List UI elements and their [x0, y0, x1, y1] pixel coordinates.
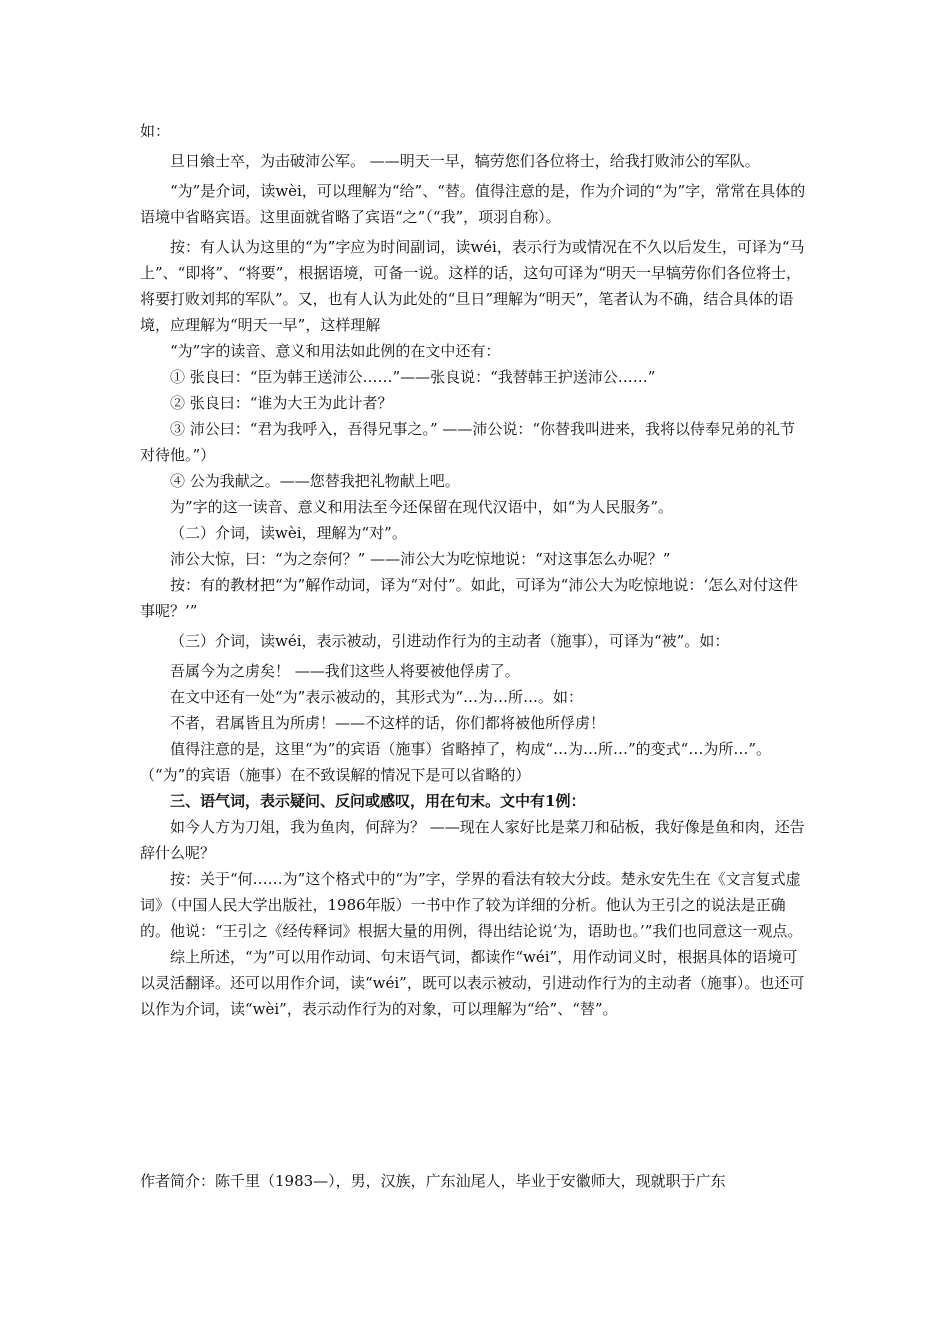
paragraph: “为”是介词，读wèi，可以理解为“给”、“替。值得注意的是，作为介词的“为”字，常常在具体的语境中省略宾语。这里面就省略了宾语“之”（“我”，项羽自称）。: [140, 182, 806, 226]
paragraph: 为”字的这一读音、意义和用法至今还保留在现代汉语中，如“为人民服务”。: [170, 498, 674, 516]
example-item: ② 张良曰：“谁为大王为此计者？: [170, 394, 393, 412]
paragraph: 如今人方为刀俎，我为鱼肉，何辞为？ ——现在人家好比是菜刀和砧板，我好像是鱼和肉，还告辞什么呢？: [140, 818, 805, 862]
paragraph: 在文中还有一处“为”表示被动的，其形式为“…为…所…。如：: [170, 688, 584, 706]
paragraph: 按：关于“何……为”这个格式中的“为”字，学界的看法有较大分歧。楚永安先生在《文言复式虚词》（中国人民大学出版社，1986年版）一书中作了较为详细的分析。他认为王引之的说法是正确的。他说：“王引之《经传释词》根据大量的用例，得出结论说‘为，语助也。’”我们也同意这一观点。: [140, 870, 803, 940]
paragraph: 按：有的教材把“为”解作动词，译为“对付”。如此，可译为“沛公大为吃惊地说：‘怎么对付这件事呢？’”: [140, 576, 799, 620]
paragraph: 按：有人认为这里的“为”字应为时间副词，读wéi，表示行为或情况在不久以后发生，可译为“马上”、“即将”、“将要”，根据语境，可备一说。这样的话，这句可译为“明天一早犒劳你们各位将士，将要打败刘邦的军队”。又，也有人认为此处的“旦日”理解为“明天”，笔者认为不确，结合具体的语境，应理解为“明天一早”，这样理解: [140, 238, 805, 334]
paragraph: 不者，君属皆且为所虏！——不这样的话，你们都将被他所俘虏！: [170, 714, 606, 732]
paragraph: 值得注意的是，这里“为”的宾语（施事）省略掉了，构成“…为…所…”的变式“…为所…”。（“为”的宾语（施事）在不致误解的情况下是可以省略的）: [140, 740, 772, 784]
section-heading: 三、语气词，表示疑问、反问或感叹，用在句末。文中有1例：: [170, 792, 586, 810]
paragraph: 旦日飨士卒，为击破沛公军。 ——明天一早，犒劳您们各位将士，给我打败沛公的军队。: [170, 152, 760, 170]
document-body: [140, 118, 808, 1022]
paragraph: 吾属今为之虏矣！ ——我们这些人将要被他俘虏了。: [170, 662, 520, 680]
example-item: ④ 公为我献之。——您替我把礼物献上吧。: [170, 472, 460, 490]
author-note: 作者简介：陈千里（1983—），男，汉族，广东汕尾人，毕业于安徽师大，现就职于广东: [140, 1172, 726, 1190]
paragraph: “为”字的读音、意义和用法如此例的在文中还有：: [170, 342, 501, 360]
section-heading: （三）介词，读wéi，表示被动，引进动作行为的主动者（施事），可译为“被”。如：: [170, 632, 730, 650]
paragraph: 综上所述，“为”可以用作动词、句末语气词，都读作“wéi”，用作动词义时，根据具体的语境可以灵活翻译。还可以用作介词，读“wéi”，既可以表示被动，引进动作行为的主动者（施事）。也还可以作为介词，读“wèi”，表示动作行为的对象，可以理解为“给”、“替”。: [140, 948, 805, 1018]
paragraph: 沛公大惊，曰：“为之奈何？” ——沛公大为吃惊地说：“对这事怎么办呢？”: [170, 550, 671, 568]
section-heading: （二）介词，读wèi，理解为“对”。: [170, 524, 407, 542]
example-item: ① 张良曰：“臣为韩王送沛公……”——张良说：“我替韩王护送沛公……”: [170, 368, 656, 386]
example-item: ③ 沛公曰：“君为我呼入，吾得兄事之。” ——沛公说：“你替我叫进来，我将以侍奉兄弟的礼节对待他。”）: [140, 420, 796, 464]
paragraph: 如：: [140, 122, 171, 140]
